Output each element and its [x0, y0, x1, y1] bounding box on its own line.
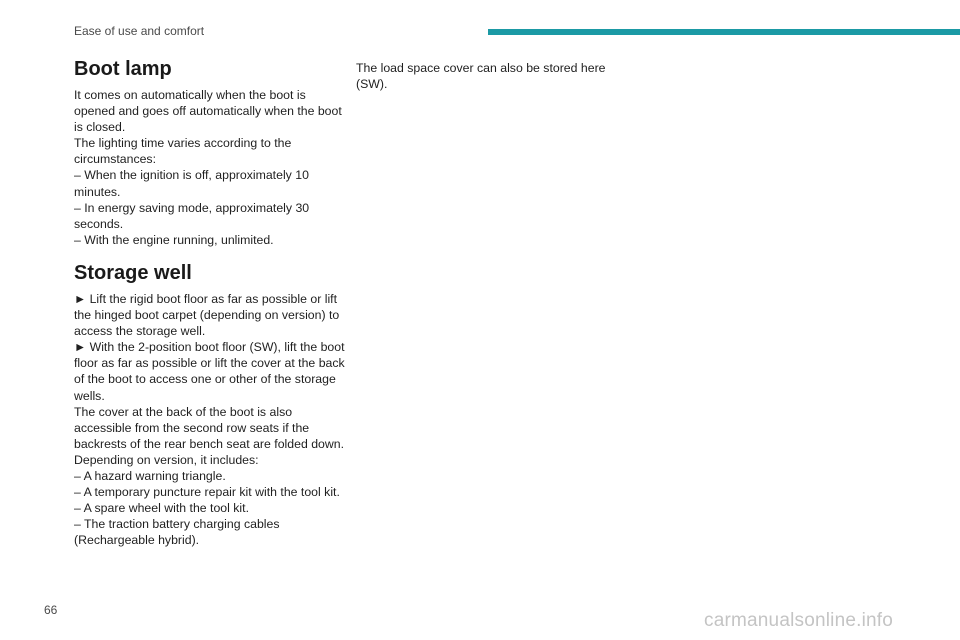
watermark: carmanualsonline.info	[704, 610, 894, 631]
paragraph: The load space cover can also be stored here (SW).	[356, 61, 606, 92]
paragraph: It comes on automatically when the boot is opened and goes off automatically when the boot is closed.	[74, 88, 342, 135]
storage-well-heading: Storage well	[74, 261, 192, 284]
left-column	[74, 52, 346, 548]
header-accent-bar	[488, 29, 960, 35]
list-item: – A hazard warning triangle.	[74, 468, 226, 483]
section-title: Ease of use and comfort	[74, 24, 205, 38]
paragraph: The cover at the back of the boot is also accessible from the second row seats if the backrests of the rear bench seat are folded down.	[74, 404, 345, 451]
boot-lamp-heading: Boot lamp	[74, 58, 172, 80]
paragraph: The lighting time varies according to the circumstances:	[74, 136, 292, 167]
list-item: – The traction battery charging cables (Rechargeable hybrid).	[74, 517, 280, 548]
list-item: – With the engine running, unlimited.	[74, 232, 274, 247]
paragraph: Depending on version, it includes:	[74, 452, 259, 467]
list-item: – When the ignition is off, approximately 10 minutes.	[74, 168, 309, 199]
list-item: – In energy saving mode, approximately 30 seconds.	[74, 200, 310, 231]
instruction-step: ► With the 2-position boot floor (SW), lift the boot floor as far as possible or lift the cover at the back of the boot to access one or other of the storage wells.	[74, 340, 345, 403]
right-column	[356, 60, 628, 92]
list-item: – A spare wheel with the tool kit.	[74, 501, 249, 516]
page-number: 66	[44, 603, 58, 617]
instruction-step: ► Lift the rigid boot floor as far as possible or lift the hinged boot carpet (depending on version) to access the storage well.	[74, 291, 340, 339]
list-item: – A temporary puncture repair kit with the tool kit.	[74, 485, 340, 500]
